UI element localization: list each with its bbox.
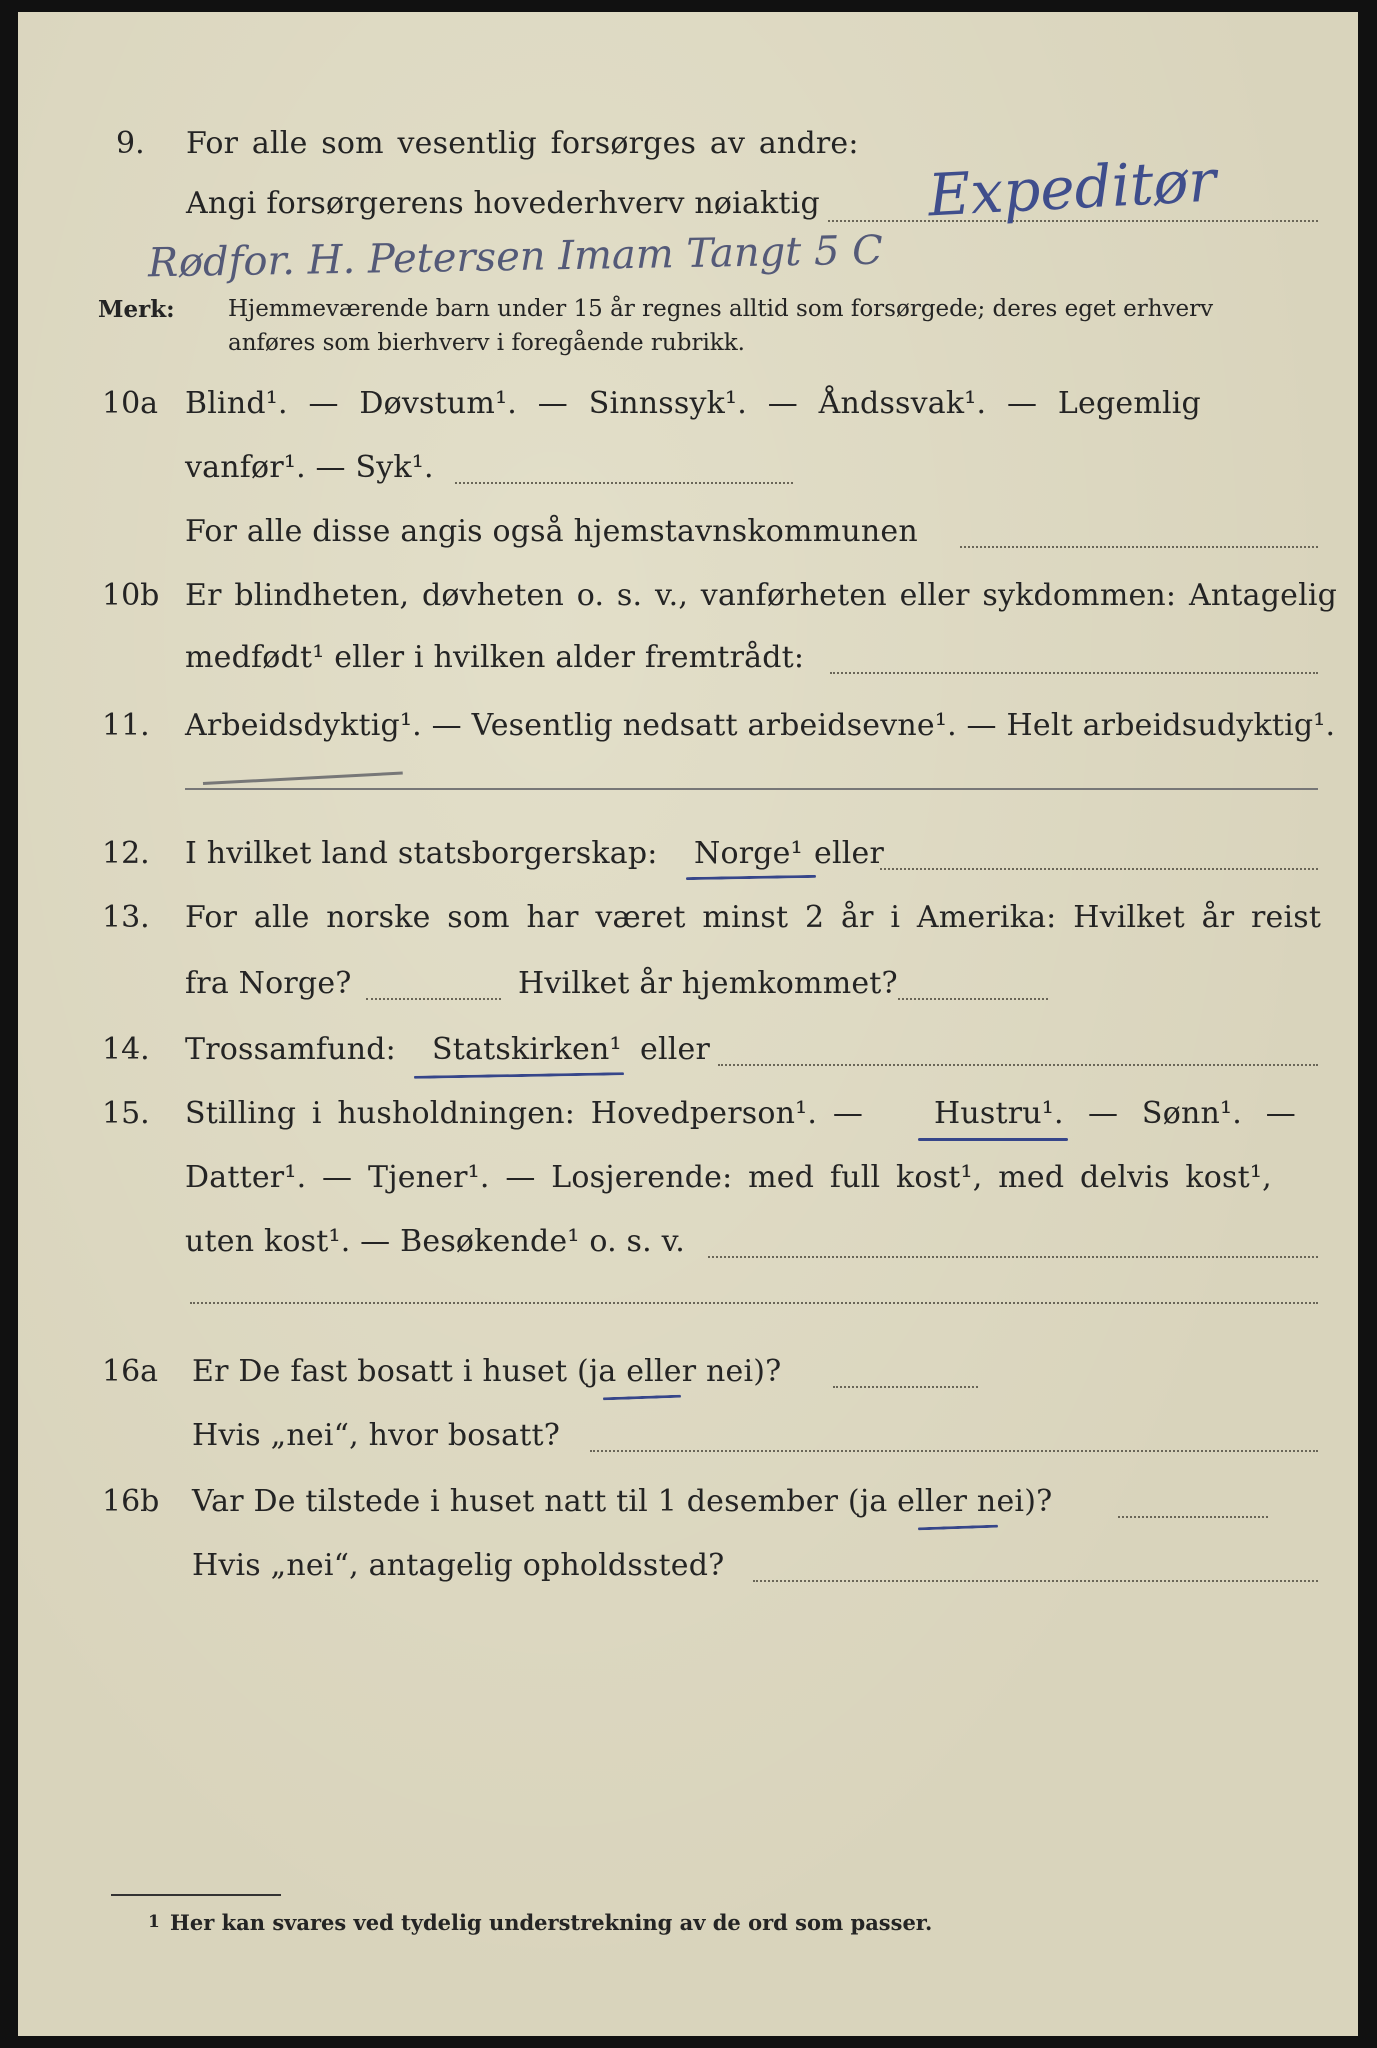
merk-note bbox=[18, 292, 1358, 362]
footnote-rule bbox=[111, 1894, 281, 1896]
q10a-number: 10a bbox=[102, 386, 159, 421]
q15-text-line1a: Stilling i husholdningen: Hovedperson¹. — bbox=[185, 1096, 864, 1131]
q10b-row2 bbox=[18, 634, 1358, 688]
q9-text-line2: Angi forsørgerens hovederhverv nøiaktig bbox=[186, 186, 820, 221]
q15-row2 bbox=[18, 1154, 1358, 1208]
footnote-mark: 1 bbox=[148, 1912, 160, 1932]
q13-text-line1: For alle norske som har været minst 2 år i Amerika: Hvilket år reist bbox=[185, 900, 1322, 935]
q10a-text-line1: Blind¹. — Døvstum¹. — Sinnssyk¹. — Åndssvak¹. — Legemlig bbox=[185, 386, 1201, 421]
q16b-text-line1: Var De tilstede i huset natt til 1 desember (ja eller nei)? bbox=[192, 1484, 1053, 1519]
q13-text-line2b: Hvilket år hjemkommet? bbox=[518, 966, 898, 1001]
q13-row1 bbox=[18, 894, 1358, 948]
q16a-underline-ja bbox=[603, 1395, 681, 1401]
q10a-row2 bbox=[18, 444, 1358, 498]
q16b-row2 bbox=[18, 1542, 1358, 1596]
q16b-answer-line[interactable] bbox=[1118, 1516, 1268, 1518]
q10b-text-line1: Er blindheten, døvheten o. s. v., vanførheten eller sykdommen: Antagelig bbox=[185, 578, 1338, 613]
footnote bbox=[18, 1910, 1358, 1944]
q14-number: 14. bbox=[102, 1032, 150, 1067]
q16a-answer-line[interactable] bbox=[833, 1386, 978, 1388]
merk-text-line1: Hjemmeværende barn under 15 år regnes alltid som forsørgede; deres eget erhverv bbox=[228, 296, 1214, 322]
footnote-text: Her kan svares ved tydelig understrekning av de ord som passer. bbox=[170, 1910, 933, 1935]
q13-row2 bbox=[18, 960, 1358, 1014]
q11-row1 bbox=[18, 702, 1358, 756]
q9-handwritten-occupation: Expeditør bbox=[926, 146, 1218, 230]
q9-handwritten-address: Rødfor. H. Petersen Imam Tangt 5 C bbox=[147, 227, 884, 287]
q12-option-norge[interactable]: Norge¹ bbox=[694, 836, 803, 871]
q13-text-line2a: fra Norge? bbox=[185, 966, 352, 1001]
q14-eller: eller bbox=[640, 1032, 711, 1067]
q15-text-line2: Datter¹. — Tjener¹. — Losjerende: med full kost¹, med delvis kost¹, bbox=[185, 1160, 1272, 1195]
q16a-row2 bbox=[18, 1412, 1358, 1466]
q15-option-hustru[interactable]: Hustru¹. bbox=[934, 1096, 1064, 1131]
q16b-row1 bbox=[18, 1478, 1358, 1532]
q13-number: 13. bbox=[102, 900, 150, 935]
q10b-row1 bbox=[18, 572, 1358, 626]
q14-prompt: Trossamfund: bbox=[185, 1032, 396, 1067]
q15-text-line1c: — Sønn¹. — bbox=[1088, 1096, 1296, 1131]
q16b-number: 16b bbox=[102, 1484, 160, 1519]
q12-row bbox=[18, 830, 1358, 884]
q15-number: 15. bbox=[102, 1096, 150, 1131]
merk-label: Merk: bbox=[98, 296, 175, 323]
q15-underline-hustru bbox=[918, 1138, 1068, 1141]
q10a-hometown-line[interactable] bbox=[960, 546, 1318, 548]
census-form-page bbox=[18, 12, 1358, 2036]
q16b-whereabouts-line[interactable] bbox=[753, 1580, 1318, 1582]
q12-eller: eller bbox=[814, 836, 885, 871]
q16a-residence-line[interactable] bbox=[590, 1450, 1318, 1452]
q16b-underline-ja bbox=[918, 1525, 998, 1531]
q12-underline-norge bbox=[686, 875, 816, 880]
q11-pencil-stroke bbox=[203, 772, 403, 785]
q16a-text-line1: Er De fast bosatt i huset (ja eller nei)? bbox=[192, 1354, 782, 1389]
q10a-row3 bbox=[18, 508, 1358, 562]
q15-row1 bbox=[18, 1090, 1358, 1144]
q10a-text-line2: vanfør¹. — Syk¹. bbox=[185, 450, 434, 485]
q15-answer-line[interactable] bbox=[708, 1256, 1318, 1258]
q16a-text-line2: Hvis „nei“, hvor bosatt? bbox=[192, 1418, 561, 1453]
q10a-text-line3: For alle disse angis også hjemstavnskommunen bbox=[185, 514, 918, 549]
q11-text-line1: Arbeidsdyktig¹. — Vesentlig nedsatt arbeidsevne¹. — Helt arbeidsudyktig¹. bbox=[185, 708, 1336, 743]
q16b-text-line2: Hvis „nei“, antagelig opholdssted? bbox=[192, 1548, 725, 1583]
q10b-answer-line[interactable] bbox=[830, 672, 1318, 674]
q15-row3 bbox=[18, 1218, 1358, 1272]
q13-departure-year-line[interactable] bbox=[366, 998, 501, 1000]
q14-underline-statskirken bbox=[414, 1072, 624, 1079]
q11-number: 11. bbox=[102, 708, 150, 743]
q16a-row1 bbox=[18, 1348, 1358, 1402]
merk-text-line2: anføres som bierhverv i foregående rubrikk. bbox=[228, 330, 745, 356]
q15-extra-line[interactable] bbox=[190, 1302, 1318, 1304]
q12-number: 12. bbox=[102, 836, 150, 871]
q10b-text-line2: medfødt¹ eller i hvilken alder fremtrådt: bbox=[185, 640, 805, 675]
q12-answer-line[interactable] bbox=[880, 868, 1318, 870]
q11-answer-line[interactable] bbox=[185, 788, 1318, 790]
q9-number: 9. bbox=[116, 126, 145, 161]
q14-answer-line[interactable] bbox=[718, 1064, 1318, 1066]
q14-option-statskirken[interactable]: Statskirken¹ bbox=[432, 1032, 622, 1067]
q10a-row1 bbox=[18, 380, 1358, 434]
q12-prompt: I hvilket land statsborgerskap: bbox=[185, 836, 658, 871]
q9-text-line1: For alle som vesentlig forsørges av andre: bbox=[186, 126, 859, 161]
q9-row2 bbox=[18, 146, 1358, 234]
q9-row3 bbox=[18, 227, 1358, 287]
q10a-answer-line[interactable] bbox=[455, 482, 793, 484]
q13-return-year-line[interactable] bbox=[898, 998, 1048, 1000]
q15-text-line3: uten kost¹. — Besøkende¹ o. s. v. bbox=[185, 1224, 685, 1259]
q10b-number: 10b bbox=[102, 578, 160, 613]
q16a-number: 16a bbox=[102, 1354, 159, 1389]
q14-row bbox=[18, 1026, 1358, 1080]
